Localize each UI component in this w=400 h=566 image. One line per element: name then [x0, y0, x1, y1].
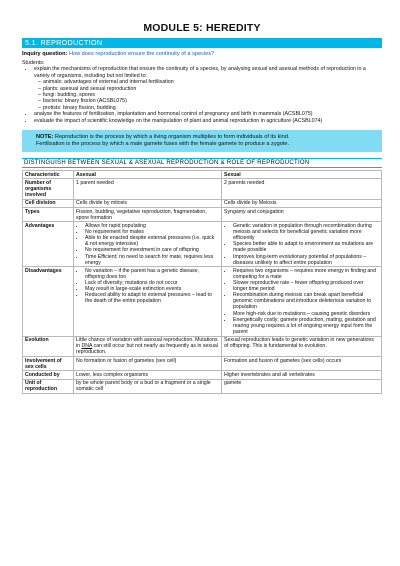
list-item: • Able to be enacted despite external pressures (i.e. quick & not energy intensive)	[85, 235, 219, 247]
list-item: • Energetically costly; gamete production, mating, gestation and rearing young requires a lot of ongoing energy input form the parent	[233, 317, 379, 335]
sexual-cell: Formation and fusion of gametes (sex cells) occurs	[222, 357, 382, 371]
evolution-asexual-text: Little chance of variation with asexual reproduction. Mutations in	[76, 337, 218, 350]
row-label: Number of organisms involved	[23, 179, 74, 199]
row-label: Unit of reproduction	[23, 379, 74, 393]
asexual-cell	[74, 267, 222, 336]
note-line-2: Fertilisation is the process by which a male gamete fuses with the female gamete to produce a zygote.	[36, 141, 290, 148]
list-item: • Slower reproductive rate – fewer offspring produced over longer time period	[233, 280, 379, 292]
note-box	[22, 130, 382, 152]
list-item: • No requirement for mates	[85, 229, 219, 235]
asexual-cell: by be whole parent body or a bud or a fragment or a single somatic cell	[74, 379, 222, 393]
list-item: • May result in large-scale extinction events	[85, 286, 219, 292]
list-item: • Requires two organisms – requires more energy in finding and competing for a mate	[233, 268, 379, 280]
disadvantages-sexual-list	[224, 268, 379, 335]
outcome-item: • analyse the features of fertilisation, implantation and hormonal control of pregnancy and birth in mammals (ACSBL075)	[34, 111, 382, 117]
outcome-subitem: – fungi: budding, spores	[44, 92, 382, 98]
table-header: Asexual	[74, 171, 222, 179]
row-label: Types	[23, 208, 74, 222]
table-row-advantages	[23, 222, 382, 267]
section-heading-reproduction: 5.1. REPRODUCTION	[22, 38, 382, 48]
advantages-sexual-list	[224, 223, 379, 266]
list-item: • Lack of diversity; mutations do not occur	[85, 280, 219, 286]
list-item: • Species better able to adapt to environment as mutations are made possible	[233, 241, 379, 253]
list-item: • Allows for rapid populating	[85, 223, 219, 229]
table-row	[23, 199, 382, 207]
list-item: • Recombination during meiosis can break apart beneficial genomic combinations and introduce deleterious variation to population	[233, 292, 379, 310]
outcome-sublist	[34, 79, 382, 111]
inquiry-question	[22, 51, 382, 57]
disadvantages-asexual-list	[76, 268, 219, 305]
students-label: Students:	[22, 60, 45, 66]
outcomes-list	[22, 66, 382, 124]
table-header-row	[23, 171, 382, 179]
table-row-evolution	[23, 336, 382, 356]
list-item: • No requirement for investment in care of offspring	[85, 247, 219, 253]
note-line-1: Reproduction is the process by which a living organism multiplies to form individuals of its kind.	[54, 134, 290, 141]
asexual-cell: Cells divide by mitosis	[74, 199, 222, 207]
row-label: Cell division	[23, 199, 74, 207]
table-row	[23, 179, 382, 199]
list-item: • No variation – if the parent has a genetic disease, offspring does too	[85, 268, 219, 280]
inquiry-question-text: How does reproduction ensure the continuity of a species?	[68, 51, 215, 57]
outcome-subitem: – bacteria: binary fission (ACSBL075)	[44, 98, 382, 104]
sexual-cell: Sexual reproduction leads to genetic variation in new generations of offspring. This is fundamental to evolution.	[222, 336, 382, 356]
row-label: Evolution	[23, 336, 74, 356]
list-item: • More high-risk due to mutations – causing genetic disorders	[233, 311, 379, 317]
row-label: Advantages	[23, 222, 74, 267]
outcome-subitem: – animals: advantages of external and internal fertilisation	[44, 79, 382, 85]
row-label: Conducted by	[23, 371, 74, 379]
comparison-table	[22, 170, 382, 394]
table-header: Characteristic	[23, 171, 74, 179]
asexual-cell: 1 parent needed	[74, 179, 222, 199]
list-item: • Reduced ability to adapt to external pressures – lead to the death of the entire population	[85, 292, 219, 304]
sexual-cell: gamete	[222, 379, 382, 393]
advantages-asexual-list	[76, 223, 219, 266]
asexual-cell	[74, 336, 222, 356]
sexual-cell: 2 parents needed	[222, 179, 382, 199]
outcome-text: explain the mechanisms of reproduction that ensure the continuity of a species, by analysing sexual and asexual methods of reproduction in a variety of organisms, including but not limited to:	[34, 66, 366, 79]
outcome-subitem: – protists: binary fission, budding	[44, 105, 382, 111]
list-item: • Time Efficient; no need to search for mate, requires less energy	[85, 254, 219, 266]
section-heading-distinguish: DISTINGUISH BETWEEN SEXUAL & ASEXUAL REPRODUCTION & ROLE OF REPRODUCTION	[22, 158, 382, 168]
asexual-cell: Lower, less complex organisms	[74, 371, 222, 379]
note-label: NOTE:	[36, 134, 54, 141]
evolution-asexual-text: can still occur but not nearly as frequently as in sexual reproduction.	[76, 343, 218, 356]
sexual-cell	[222, 222, 382, 267]
table-row	[23, 379, 382, 393]
table-header: Sexual	[222, 171, 382, 179]
inquiry-label: Inquiry question:	[22, 51, 68, 57]
page-title: MODULE 5: HEREDITY	[143, 22, 261, 34]
asexual-cell: No formation or fusion of gametes (sex cell)	[74, 357, 222, 371]
document-page	[22, 22, 382, 394]
list-item: • Genetic variation in population through recombination during meiosis and selects for beneficial genetic variation more efficiently	[233, 223, 379, 241]
table-row	[23, 208, 382, 222]
dna-term: DNA	[81, 343, 93, 350]
outcome-item: • evaluate the impact of scientific knowledge on the manipulation of plant and animal reproduction in agriculture (ACSBL074)	[34, 118, 382, 124]
sexual-cell: Higher invertebrates and all vertebrates	[222, 371, 382, 379]
sexual-cell	[222, 267, 382, 336]
table-row	[23, 371, 382, 379]
sexual-cell: Cells divide by Meiosis	[222, 199, 382, 207]
row-label: Disadvantages	[23, 267, 74, 336]
asexual-cell: Fission, budding, vegetative reproduction, fragmentation, spore formation	[74, 208, 222, 222]
outcome-subitem: – plants: asexual and sexual reproduction	[44, 86, 382, 92]
list-item: • Improves long-term evolutionary potential of populations – diseases unlikely to affect entire population	[233, 254, 379, 266]
table-row-disadvantages	[23, 267, 382, 336]
table-row	[23, 357, 382, 371]
outcome-item	[34, 66, 382, 111]
row-label: Involvement of sex cells	[23, 357, 74, 371]
sexual-cell: Syngamy and conjugation	[222, 208, 382, 222]
asexual-cell	[74, 222, 222, 267]
